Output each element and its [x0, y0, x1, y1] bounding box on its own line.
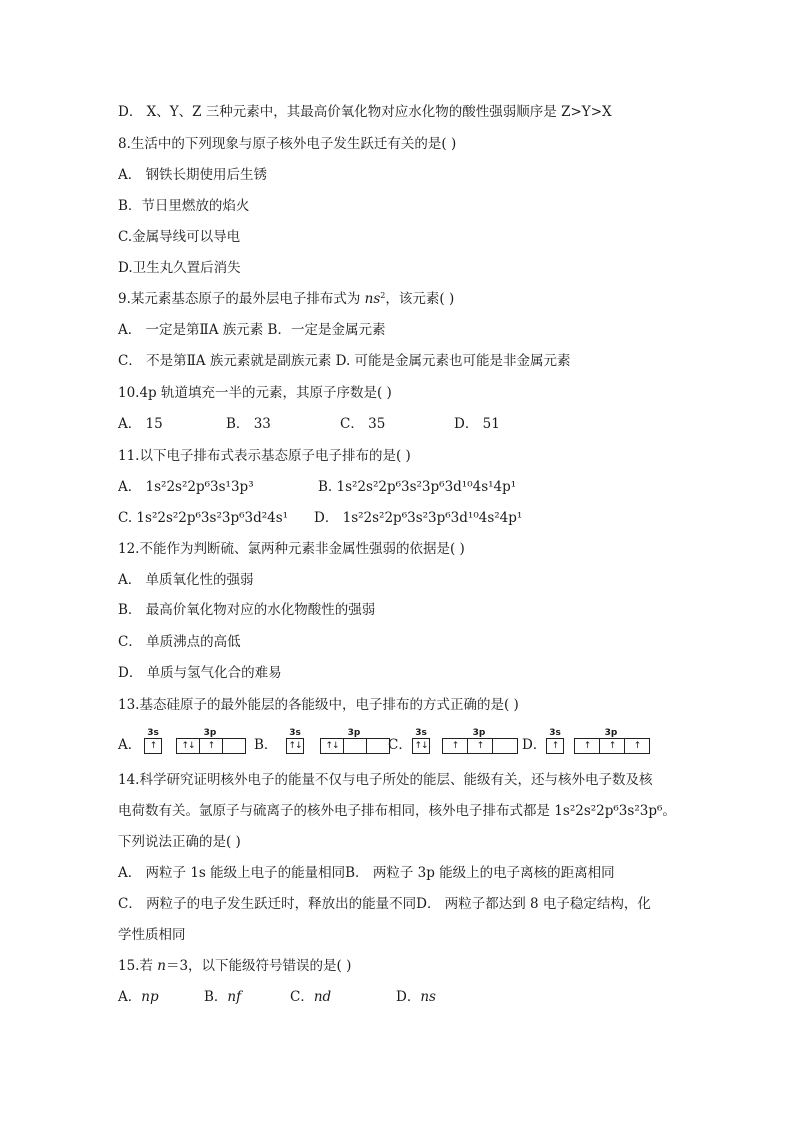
q14-options-cd-cont: 学性质相同: [118, 927, 186, 943]
q10-stem: 10.4p 轨道填充一半的元素，其原子序数是( ): [118, 385, 392, 401]
option-label: D．: [522, 737, 547, 753]
orbital-box: ↑↓: [412, 738, 430, 754]
q8-option-c: C.金属导线可以导电: [118, 229, 241, 245]
option-label: A．: [118, 737, 142, 753]
q14-stem-line1: 14.科学研究证明核外电子的能量不仅与电子所处的能层、能级有关，还与核外电子数及核: [118, 772, 653, 788]
q12-option-d: D． 单质与氢气化合的难易: [118, 665, 282, 681]
q8-stem: 8.生活中的下列现象与原子核外电子发生跃迁有关的是( ): [118, 136, 457, 152]
orbital-box: ↑: [574, 738, 600, 754]
orbital-box: ↑: [199, 738, 223, 754]
q8-option-a: A． 钢铁长期使用后生锈: [118, 167, 268, 183]
orbital-box: ↑↓: [320, 738, 344, 754]
orbital-box: ↑: [599, 738, 625, 754]
orbital-box: ↑: [144, 738, 162, 754]
q14-options-ab: A． 两粒子 1s 能级上电子的能量相同B． 两粒子 3p 能级上的电子离核的距离相同: [118, 865, 615, 881]
q12-stem: 12.不能作为判断硫、氯两种元素非金属性强弱的依据是( ): [118, 541, 465, 557]
q7-option-d: D． X、Y、Z 三种元素中，其最高价氧化物对应水化物的酸性强弱顺序是 Z>Y>X: [118, 104, 612, 120]
q14-options-cd: C． 两粒子的电子发生跃迁时，释放出的能量不同D． 两粒子都达到 8 电子稳定结构，化: [118, 896, 651, 912]
q11-stem: 11.以下电子排布式表示基态原子电子排布的是( ): [118, 448, 411, 464]
orbital-box: [343, 738, 367, 754]
document-page: D． X、Y、Z 三种元素中，其最高价氧化物对应水化物的酸性强弱顺序是 Z>Y>X 8.生活中的下列现象与原子核外电子发生跃迁有关的是( ) A． 钢铁长期使用后生锈 B．节日里燃放的焰火 C.金属导线可以导电 D.卫生丸久置后消失 9.某元素基态原子的最外层电子排布式为 $ns^2$，该元素( ) A． 一定是第ⅡA 族元素 B．一定是金属元素 C． 不是第ⅡA 族元素就是副族元素 D. 可能是金属元素也可能是非金属元素 10.4p 轨道填充一半的元素，其原子序数是( ) A． 15 B． 33 C． 35 D． 51 11.以下电子排布式表示基态原子电子排布的是( ) A． 1s²2s²2p⁶3s¹3p³ B. 1s²2s²2p⁶3s²3p⁶3d¹⁰4s¹4p¹ C. 1s²2s²2p⁶3s²3p⁶3d²4s¹ D． 1s²2s²2p⁶3s²3p⁶3d¹⁰4s²4p¹ 12.不能作为判断硫、氯两种元素非金属性强弱的依据是( ) B． 最高价氧化物对应的水化物酸性的强弱 A． 单质氧化性的强弱 C． 单质沸点的高低 D． 单质与氢气化合的难易 13.基态硅原子的最外能层的各能级中，电子排布的方式正确的是( ) A． 3s ↑ 3p ↑↓ ↑ B． 3s ↑↓ 3p ↑↓ C． 3s ↑↓ 3p ↑ ↑ D． 3s ↑ 3p ↑ ↑ ↑ 14.科学研究证明核外电子的能量不仅与电子所处的能层、能级有关，还与核外电子数及核 电荷数有关。氩原子与硫离子的核外电子排布相同，核外电子排布式都是 1s²2s²2p⁶3s²3p⁶。 下列说法正确的是( ) A． 两粒子 1s 能级上电子的能量相同B． 两粒子 3p 能级上的电子离核的距离相同 C． 两粒子的电子发生跃迁时，释放出的能量不同D． 两粒子都达到 8 电子稳定结构，化 学性质相同 15.若 n＝3，以下能级符号错误的是( ) A．np B．nf C．nd D．ns: [0, 0, 794, 1123]
orbital-box: [492, 738, 518, 754]
q9-options-cd: C． 不是第ⅡA 族元素就是副族元素 D. 可能是金属元素也可能是非金属元素: [118, 353, 571, 369]
orbital-box: [366, 738, 390, 754]
q14-stem-line2: 电荷数有关。氩原子与硫离子的核外电子排布相同，核外电子排布式都是 1s²2s²2p⁶3s²3p⁶。: [118, 803, 676, 819]
orbital-box: ↑: [546, 738, 564, 754]
option-label: C．: [388, 737, 412, 753]
orbital-box: ↑: [624, 738, 650, 754]
q12-option-b: B． 最高价氧化物对应的水化物酸性的强弱: [118, 602, 376, 618]
orbital-box: ↑: [442, 738, 468, 754]
orbital-box: ↑: [467, 738, 493, 754]
option-label: B．: [254, 737, 278, 753]
q12-option-c: C． 单质沸点的高低: [118, 634, 241, 650]
q14-stem-line3: 下列说法正确的是( ): [118, 834, 241, 850]
q13-orbital-options: A． 3s ↑ 3p ↑↓ ↑ B． 3s ↑↓ 3p ↑↓ C． 3s ↑↓ 3p ↑ ↑ D． 3s ↑ 3p ↑ ↑ ↑: [118, 728, 718, 758]
q9-stem: 9.某元素基态原子的最外层电子排布式为 $ns^2$，该元素( ): [118, 291, 455, 307]
q15-stem: 15.若 n＝3，以下能级符号错误的是( ): [118, 958, 352, 974]
orbital-box: ↑↓: [176, 738, 200, 754]
q9-options-ab: A． 一定是第ⅡA 族元素 B．一定是金属元素: [118, 322, 386, 338]
q13-stem: 13.基态硅原子的最外能层的各能级中，电子排布的方式正确的是( ): [118, 697, 519, 713]
orbital-box: [222, 738, 246, 754]
q8-option-d: D.卫生丸久置后消失: [118, 260, 241, 276]
q8-option-b: B．节日里燃放的焰火: [118, 198, 250, 214]
q12-option-a: A． 单质氧化性的强弱: [118, 572, 254, 588]
orbital-box: ↑↓: [286, 738, 304, 754]
